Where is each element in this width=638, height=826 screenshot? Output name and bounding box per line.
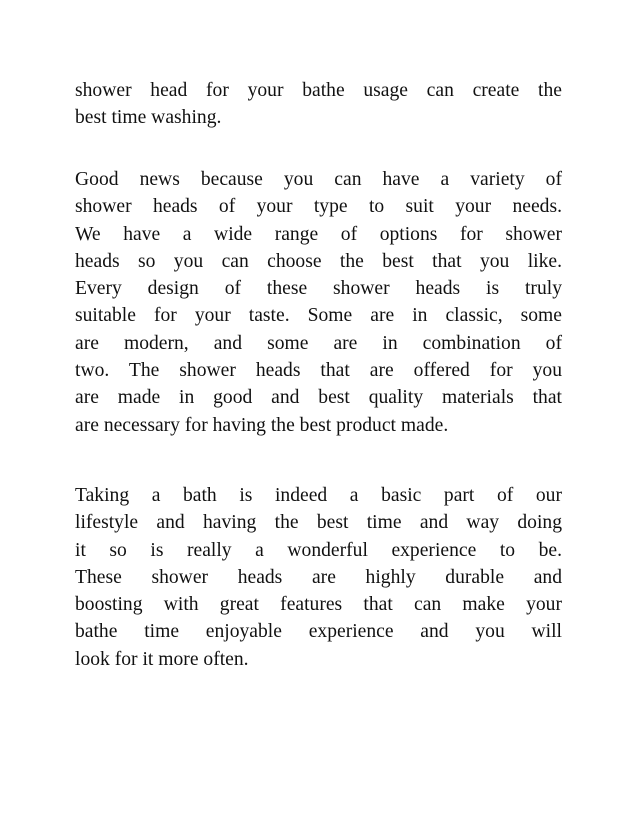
paragraph-line: two. The shower heads that are offered for you xyxy=(75,360,562,382)
paragraph-line: Every design of these shower heads is truly xyxy=(75,278,562,300)
paragraph-line: it so is really a wonderful experience to be. xyxy=(75,539,562,561)
paragraph-line: shower heads of your type to suit your needs. xyxy=(75,196,562,218)
paragraph-line: bathe time enjoyable experience and you will xyxy=(75,621,562,643)
paragraph-line: shower head for your bathe usage can create the xyxy=(75,80,562,101)
paragraph-line: are necessary for having the best product made. xyxy=(75,414,449,436)
paragraph-line: These shower heads are highly durable and xyxy=(75,566,562,588)
paragraph-good-news xyxy=(75,166,562,439)
paragraph-line: best time washing. xyxy=(75,107,222,129)
paragraph-line: are made in good and best quality materials that xyxy=(75,387,562,409)
paragraph-line: heads so you can choose the best that you like. xyxy=(75,250,562,272)
paragraph-taking-a-bath xyxy=(75,482,562,673)
paragraph-line: suitable for your taste. Some are in classic, some xyxy=(75,305,562,327)
paragraph-line: look for it more often. xyxy=(75,648,249,670)
paragraph-line: boosting with great features that can make your xyxy=(75,594,562,616)
paragraph-line: Taking a bath is indeed a basic part of our xyxy=(75,485,562,506)
paragraph-shower-head-intro xyxy=(75,77,562,132)
paragraph-line: are modern, and some are in combination of xyxy=(75,332,562,354)
paragraph-line: Good news because you can have a variety of xyxy=(75,169,562,190)
paragraph-line: lifestyle and having the best time and way doing xyxy=(75,512,562,534)
paragraph-line: We have a wide range of options for shower xyxy=(75,223,562,245)
